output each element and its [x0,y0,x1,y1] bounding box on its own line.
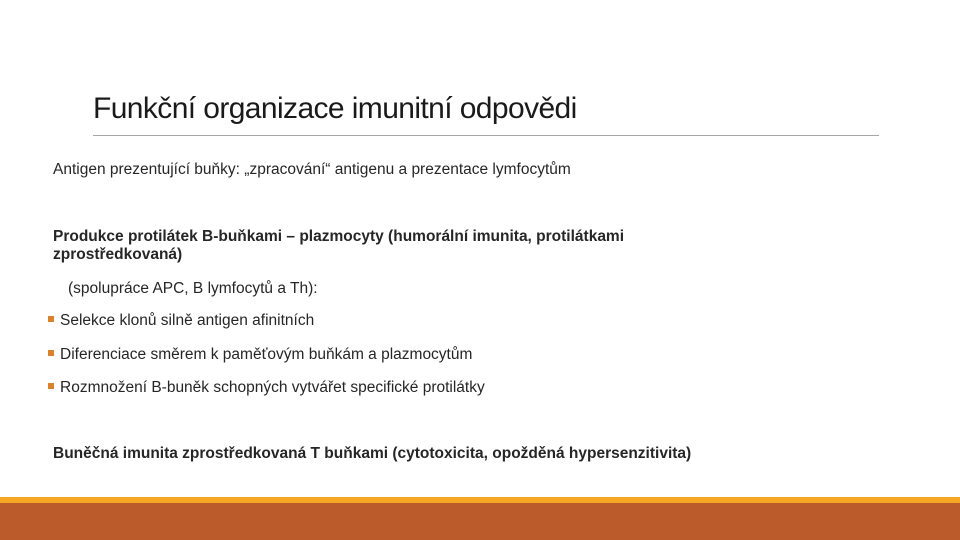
bullet-text: Selekce klonů silně antigen afinitních [60,312,315,329]
paragraph-cooperation: (spolupráce APC, B lymfocytů a Th): [68,280,318,297]
bullet-item [48,312,314,330]
bullet-text: Rozmnožení B-buněk schopných vytvářet specifické protilátky [60,379,485,396]
bullet-text: Diferenciace směrem k paměťovým buňkám a plazmocytům [60,346,473,363]
square-bullet-icon [48,350,54,356]
slide-title: Funkční organizace imunitní odpovědi [93,92,577,125]
title-underline [93,135,879,136]
bullet-item [48,379,485,397]
footer-band [0,503,960,540]
paragraph-b-cells: Produkce protilátek B-buňkami – plazmocyty (humorální imunita, protilátkami zprostředkovaná) [53,228,625,263]
paragraph-apc: Antigen prezentující buňky: „zpracování“ antigenu a prezentace lymfocytům [53,161,571,178]
paragraph-t-cells: Buněčná imunita zprostředkovaná T buňkami (cytotoxicita, opožděná hypersenzitivita) [53,445,692,462]
square-bullet-icon [48,316,54,322]
square-bullet-icon [48,383,54,389]
bullet-item [48,346,472,364]
